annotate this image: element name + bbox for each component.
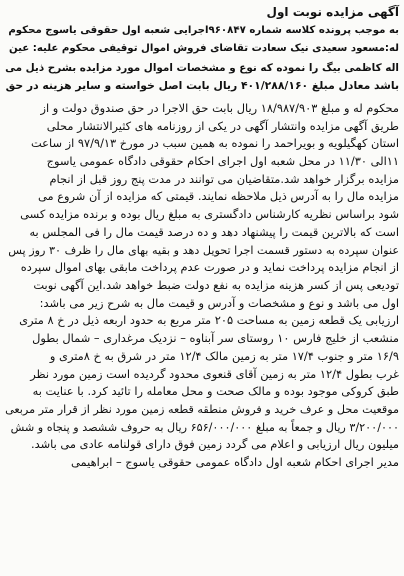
body-line: میلیون ریال ارزیابی و اعلام می گردد زمین فوق دارای قولنامه عادی می باشد. <box>31 437 399 452</box>
body-line: استان کهگیلویه و بویراحمد را نموده به همین سبب در مورخ ۹۷/۹/۱۳ از ساعت <box>31 136 399 151</box>
notice-title: آگهی مزایده نوبت اول <box>266 5 399 19</box>
notice-header <box>5 3 399 96</box>
body-line: مزایده برگزار خواهد شد.متقاضیان می توانند در مدت پنج روز قبل از انجام <box>49 171 399 186</box>
body-line: تودیعی پس از کسر هزینه مزایده به نفع دولت ضبط خواهد شد.این آگهی نوبت <box>33 278 399 292</box>
body-line: از انجام مزایده پرداخت نماید و در صورت عدم پرداخت مابقی بهای اموال سپرده <box>20 260 399 275</box>
body-line: طریق آگهی مزایده وانتشار آگهی در یکی از روزنامه های کثیرالانتشار محلی <box>46 118 399 133</box>
body-line: ۱۱الی ۱۱/۳۰ در محل شعبه اول اجرای احکام حقوقی دادگاه عمومی یاسوج <box>46 154 399 169</box>
body-line: مزایده مال را به آدرس ذیل ملاحظه نمایند. قیمتی که مزایده از آن شروع می <box>38 189 399 204</box>
body-line: محکوم له و مبلغ ۱۸/۹۸۷/۹۰۳ ریال بابت حق الاجرا در حق صندوق دولت و از <box>40 100 399 115</box>
body-line: عنوان سپرده به دستور قسمت اجرا تحویل دهد و بقیه بهای مال را ظرف ۳۰ روز پس <box>8 243 399 257</box>
header-line: به موجب پرونده کلاسه شماره ۹۶۰۸۴۷اجرایی شعبه اول حقوقی یاسوج محکوم <box>8 24 399 36</box>
body-line: منشعب از خلیج فارس ۱۰ روستای سر آبناوه – نزدیک مرغداری – شمال بطول <box>32 331 399 346</box>
body-line: طبق کروکی موجود بوده و مالک صحت و محل معامله را تائید کرد. با عنایت به <box>32 384 399 399</box>
header-line: له:مسعود سعیدی نیک سعادت تقاضای فروش اموال توقیفی محکوم علیه: عین <box>8 43 399 55</box>
header-line: اله کاظمی بیگ را نموده که نوع و مشخصات اموال مورد مزایده بشرح ذیل می <box>5 61 399 74</box>
body-line: ارزیابی یک قطعه زمین به مساحت ۲۰۵ متر مربع به حدود اربعه ذیل در خ ۸ متری <box>19 313 399 328</box>
body-line: ۱۶/۹ متر و جنوب ۱۷/۴ متر به زمین مالک ۱۲/۴ متر در شرق به خ ۸متری و <box>49 348 399 363</box>
body-line: ۳/۲۰۰/۰۰۰ ریال و جمعاً به مبلغ ۶۵۶/۰۰۰/۰۰۰ ریال به حروف ششصد و پنجاه و شش <box>10 420 399 434</box>
body-line: است که بالاترین قیمت را پیشنهاد دهد و ده درصد قیمت مال را فی المجلس به <box>29 224 399 239</box>
body-line: موقعیت محل و عرف خرید و فروش منطقه قطعه زمین مورد نظر از قرار متر مربعی <box>5 402 399 416</box>
body-line: غرب بطول ۱۲/۴ متر به زمین آقای قنعوی محدود گردیده است زمین مورد نظر <box>30 366 399 381</box>
notice-body <box>5 100 399 472</box>
body-line: اول می باشد و نوع و مشخصات و آدرس و قیمت مال به شرح زیر می باشد: <box>39 295 399 310</box>
signature-line: مدیر اجرای احکام شعبه اول دادگاه عمومی حقوقی یاسوج – ابراهیمی <box>71 455 399 470</box>
header-line: باشد معادل مبلغ ۴۰۱/۲۸۸/۱۶۰ ریال بابت اصل خواسته و سایر هزینه در حق <box>5 79 399 93</box>
body-line: شود براساس نظریه کارشناس دادگستری به مبلغ ریال بوده و برنده مزایده کسی <box>20 207 399 222</box>
